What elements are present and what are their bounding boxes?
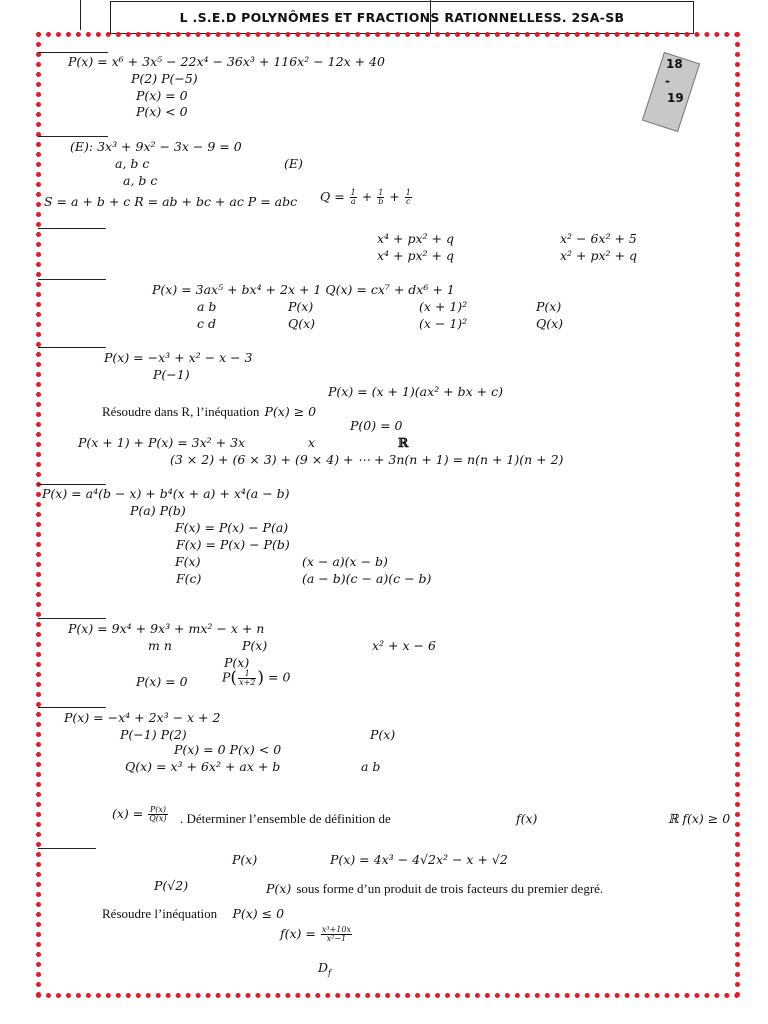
- ex10-polynomial: P(x) = 4x³ − 4√2x² − x + √2: [330, 852, 508, 867]
- ex2-roots: a, b c: [115, 156, 150, 171]
- ex4-row2-poly: Q(x): [288, 316, 316, 331]
- ex9-lhs: (x) =: [112, 806, 144, 821]
- ex7-equation: P(x) = 0: [136, 674, 188, 689]
- ex10-f-den: x²−1: [326, 934, 347, 943]
- ex8-values: P(−1) P(2): [120, 727, 187, 742]
- ex10-f-num: x³+10x: [321, 925, 351, 934]
- ex8-px: P(x): [370, 727, 396, 742]
- ex5-resolve-math: P(x) ≥ 0: [264, 404, 317, 419]
- ex5-functional: P(x + 1) + P(x) = 3x² + 3x: [78, 435, 246, 450]
- ex3-left1: x⁴ + px² + q: [377, 231, 454, 246]
- ex9-den: Q(x): [149, 814, 167, 823]
- ex4-row2-params: c d: [197, 316, 216, 331]
- page-title: L .S.E.D POLYNÔMES ET FRACTIONS RATIONNELLESS. 2SA-SB: [179, 10, 625, 25]
- ex4-row1-factor: (x + 1)²: [419, 299, 468, 314]
- ex10-f-lhs: f(x) =: [280, 926, 316, 941]
- ex2-q-expression: Q = $\frac{1}{a}$ + $\frac{1}{b}$ + $\frac{1}{c}$: [320, 188, 411, 206]
- ex10-px: P(x): [232, 852, 258, 867]
- ex6-f4: F(c): [176, 571, 202, 586]
- ex10-function: [280, 926, 353, 943]
- ex3-right2: x² + px² + q: [560, 248, 637, 263]
- ex5-polynomial: P(x) = −x³ + x² − x − 3: [104, 350, 253, 365]
- ex8-polynomial: P(x) = −x⁴ + 2x³ − x + 2: [64, 710, 221, 725]
- ex5-factored: P(x) = (x + 1)(ax² + bx + c): [328, 384, 503, 399]
- ex7-eq2-num: 1: [238, 670, 256, 679]
- ex2-roots2: a, b c: [123, 173, 158, 188]
- ex10-domain: [318, 960, 331, 978]
- ex9-fx: f(x): [516, 811, 538, 826]
- ex2-sums: S = a + b + c R = ab + bc + ac P = abc: [44, 194, 298, 209]
- ex6-polynomial: P(x) = a⁴(b − x) + b⁴(x + a) + x⁴(a − b): [42, 486, 290, 501]
- ex7-px: P(x): [242, 638, 268, 653]
- exercise-separator: [38, 279, 106, 280]
- ex7-params: m n: [148, 638, 172, 653]
- title-divider: [430, 0, 431, 33]
- ex8-q: Q(x) = x³ + 6x² + ax + b: [125, 759, 281, 774]
- ex7-divisor: x² + x − 6: [372, 638, 436, 653]
- ex6-f4-factor: (a − b)(c − a)(c − b): [302, 571, 432, 586]
- ex10-resolve-math: P(x) ≤ 0: [232, 906, 285, 921]
- ex2-equation: (E): 3x³ + 9x² − 3x − 9 = 0: [70, 139, 242, 154]
- exercise-separator: [38, 618, 106, 619]
- exercise-separator: [38, 52, 108, 53]
- exercise-separator: [38, 228, 106, 229]
- ex7-eq2-den: x+2: [239, 677, 256, 687]
- ex1-values: P(2) P(−5): [131, 71, 198, 86]
- ex5-sum: (3 × 2) + (6 × 3) + (9 × 4) + ⋯ + 3n(n + 1) = n(n + 1)(n + 2): [170, 452, 564, 467]
- ex7-eq2-prefix: P: [222, 669, 231, 685]
- ex10-px2: P(x): [266, 881, 292, 896]
- ex9-definition: [112, 806, 169, 823]
- ex5-reals: ℝ: [398, 435, 409, 450]
- ex1-polynomial: P(x) = x⁶ + 3x⁵ − 22x⁴ − 36x³ + 116x² − 12x + 40: [68, 54, 385, 69]
- ex1-equation: P(x) = 0: [136, 88, 188, 103]
- ex3-right1: x² − 6x² + 5: [560, 231, 637, 246]
- ex10-resolve-text: Résoudre l’inéquation: [102, 906, 218, 921]
- ex6-f1: F(x) = P(x) − P(a): [175, 520, 289, 535]
- ex10-value: P(√2): [154, 878, 189, 893]
- title-box: [110, 1, 694, 34]
- ex4-polynomials: P(x) = 3ax⁵ + bx⁴ + 2x + 1 Q(x) = cx⁷ + dx⁶ + 1: [152, 282, 455, 297]
- ex4-row2-factor: (x − 1)²: [419, 316, 468, 331]
- ex10-factor-line: [266, 878, 603, 897]
- ex5-var-x: x: [308, 435, 316, 450]
- exercise-separator: [38, 707, 106, 708]
- ex4-row1-poly2: P(x): [536, 299, 562, 314]
- ex1-inequation: P(x) < 0: [136, 104, 188, 119]
- ex7-px2: P(x): [224, 655, 250, 670]
- ex4-row1-params: a b: [197, 299, 217, 314]
- exercise-separator: [38, 347, 106, 348]
- ex7-polynomial: P(x) = 9x⁴ + 9x³ + mx² − x + n: [68, 621, 265, 636]
- ex9-num: P(x): [149, 805, 166, 814]
- ex10-resolve: [102, 903, 284, 922]
- margin-mark: [80, 0, 81, 30]
- ex3-left2: x⁴ + px² + q: [377, 248, 454, 263]
- ex10-domain-sub: f: [328, 968, 331, 978]
- exercise-separator: [38, 848, 96, 849]
- ex7-equation2: P( $\frac{1}{x+2}$ ) = 0: [222, 668, 291, 688]
- ex9-text: . Déterminer l’ensemble de définition de: [180, 811, 391, 826]
- ex6-values: P(a) P(b): [130, 503, 186, 518]
- ex9-tail: ℝ f(x) ≥ 0: [668, 811, 731, 826]
- ex2-roots-ref: (E): [284, 156, 303, 171]
- ex5-value: P(−1): [153, 367, 190, 382]
- ex5-resolve: [102, 401, 316, 420]
- ex4-row1-poly: P(x): [288, 299, 314, 314]
- ex4-row2-poly2: Q(x): [536, 316, 564, 331]
- ex7-eq2-suffix: = 0: [268, 669, 291, 685]
- exercise-separator: [38, 136, 108, 137]
- ex5-p0: P(0) = 0: [350, 418, 403, 433]
- ex5-resolve-text: Résoudre dans R, l’inéquation: [102, 404, 260, 419]
- exercise-separator: [38, 484, 106, 485]
- ex8-equations: P(x) = 0 P(x) < 0: [174, 742, 282, 757]
- school-year: 18 - 19: [665, 57, 684, 105]
- ex6-f3: F(x): [175, 554, 201, 569]
- ex6-f2: F(x) = P(x) − P(b): [176, 537, 290, 552]
- ex10-domain-d: D: [318, 960, 329, 975]
- ex10-factor-text: sous forme d’un produit de trois facteurs du premier degré.: [296, 881, 604, 896]
- ex8-params: a b: [361, 759, 381, 774]
- ex6-f3-factor: (x − a)(x − b): [302, 554, 388, 569]
